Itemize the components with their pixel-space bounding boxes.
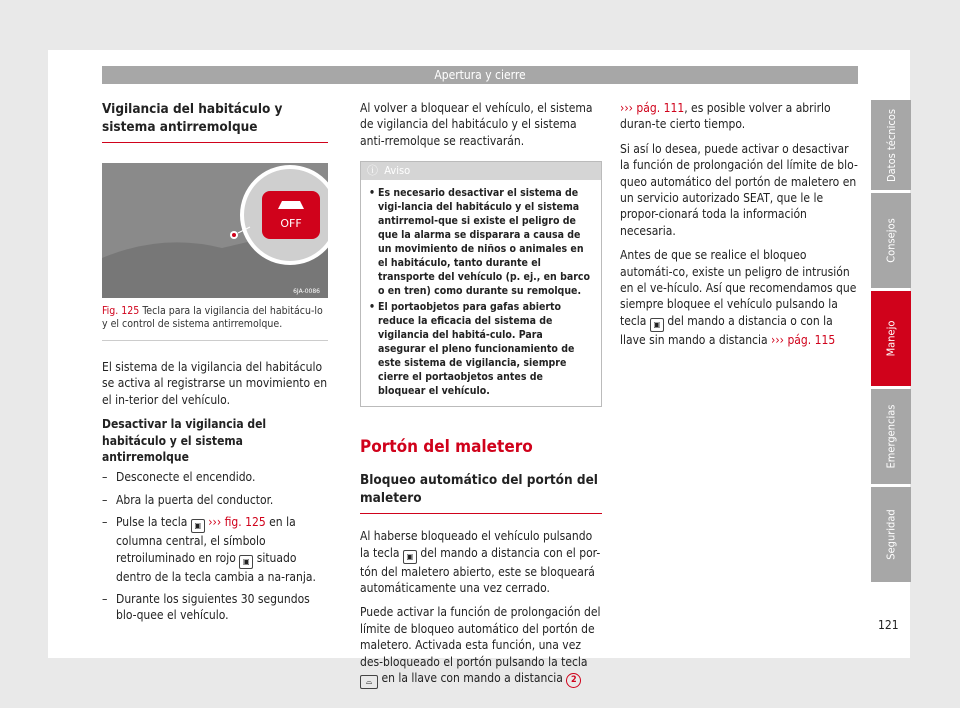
section-heading: Bloqueo automático del portón del maletero bbox=[360, 471, 602, 514]
section-heading: Vigilancia del habitáculo y sistema antirremolque bbox=[102, 100, 328, 143]
text: Antes de que se realice el bloqueo automáti-co, existe un peligro de intrusión en el ve-hículo. Así que recomendamos que siempre bloquee el vehículo pulsando la tecla bbox=[620, 248, 857, 328]
alarm-key-icon: ▣ bbox=[191, 519, 205, 533]
chapter-header: Apertura y cierre bbox=[102, 66, 858, 84]
callout-number: 2 bbox=[566, 673, 581, 688]
text: Puede activar la función de prolongación del límite de bloqueo automático del portón de maletero. Activada esta función, una vez des-bloqueado el portón pulsando la tecla bbox=[360, 605, 601, 669]
figure-caption bbox=[102, 305, 328, 341]
trunk-key-icon: ⌓ bbox=[360, 675, 378, 689]
tab-label: Emergencias bbox=[884, 404, 898, 469]
figure-label: Fig. 125 bbox=[102, 305, 140, 317]
step-text: Pulse la tecla bbox=[116, 515, 188, 530]
text: del mando a distancia o con la llave sin mando a distancia bbox=[620, 313, 833, 347]
column-right bbox=[620, 100, 860, 356]
tab-emergencias[interactable] bbox=[871, 389, 911, 484]
section-tabs bbox=[871, 100, 911, 585]
notice-item: • Es necesario desactivar el sistema de vigi-lancia del habitáculo y el sistema antirremol-que si existe el peligro de que la alarma se disparara a causa de un movimiento de niños o animales en el habitáculo, tanto durante el transporte del vehículo (p. ej., en barco o en tren) como durante su remolque. bbox=[369, 186, 593, 298]
column-left bbox=[102, 100, 328, 630]
subheading: Desactivar la vigilancia del habitáculo y el sistema antirremolque bbox=[102, 417, 267, 465]
figure-caption-text: Tecla para la vigilancia del habitácu-lo y el control de sistema antirremolque. bbox=[102, 305, 323, 330]
step: – Durante los siguientes 30 segundos blo-quee el vehículo. bbox=[102, 591, 328, 624]
button-off-text: OFF bbox=[280, 217, 302, 230]
notice-body bbox=[361, 180, 601, 406]
tab-datos-tecnicos[interactable] bbox=[871, 100, 911, 190]
tab-seguridad[interactable] bbox=[871, 487, 911, 582]
text: , es posible volver a abrirlo duran-te cierto tiempo. bbox=[620, 101, 831, 132]
paragraph bbox=[360, 604, 602, 689]
notice-item: • El portaobjetos para gafas abierto reduce la eficacia del sistema de vigilancia del habitá-culo. Para asegurar el pleno funcionamiento de este sistema de vigilancia, siempre cierre el portaobjetos antes de bloquear el vehículo. bbox=[369, 300, 593, 398]
paragraph: El sistema de la vigilancia del habitáculo se activa al registrarse un movimiento en el in-terior del vehículo. bbox=[102, 360, 328, 407]
tab-manejo[interactable] bbox=[871, 291, 911, 386]
figure-link[interactable]: fig. 125 bbox=[224, 515, 266, 530]
notice-header bbox=[361, 162, 601, 180]
paragraph bbox=[360, 528, 602, 596]
paragraph: Si así lo desea, puede activar o desactivar la función de prolongación del límite de blo-queo automático del portón de maletero en un servicio autorizado SEAT, que le le propor-cionará toda la información necesaria. bbox=[620, 141, 858, 238]
text: del mando a distancia con el por-tón del maletero abierto, este se bloqueará automáticamente una vez cerrado. bbox=[360, 545, 601, 596]
alarm-key-icon: ▣ bbox=[239, 555, 253, 569]
page-link[interactable]: pág. 111 bbox=[636, 101, 685, 115]
page-number: 121 bbox=[878, 618, 899, 632]
step: – Desconecte el encendido. bbox=[102, 469, 328, 485]
lock-key-icon: ▣ bbox=[403, 550, 417, 564]
tab-consejos[interactable] bbox=[871, 193, 911, 288]
paragraph: Al volver a bloquear el vehículo, el sistema de vigilancia del habitáculo y el sistema anti-rremolque se reactivarán. bbox=[360, 101, 593, 148]
step: – Abra la puerta del conductor. bbox=[102, 492, 328, 508]
paragraph bbox=[620, 247, 860, 348]
tab-label: Datos técnicos bbox=[884, 108, 898, 182]
tab-label: Seguridad bbox=[884, 509, 898, 560]
reference-arrow: ››› bbox=[771, 332, 785, 347]
step-text: en la columna central, el símbolo retroiluminado en rojo bbox=[116, 515, 296, 565]
tab-label: Manejo bbox=[884, 320, 898, 357]
text: Al haberse bloqueado el vehículo pulsando la tecla bbox=[360, 529, 593, 560]
notice-box bbox=[360, 161, 602, 407]
notice-title: Aviso bbox=[384, 164, 411, 178]
info-icon: ⓘ bbox=[367, 164, 378, 178]
chapter-title: Portón del maletero bbox=[360, 437, 533, 458]
step-text: situado dentro de la tecla cambia a na-ranja. bbox=[116, 550, 316, 584]
steps-list bbox=[102, 469, 328, 623]
step bbox=[102, 514, 328, 585]
figure-code: 6JA-0086 bbox=[293, 288, 320, 295]
tab-label: Consejos bbox=[884, 218, 898, 263]
text: en la llave con mando a distancia bbox=[381, 671, 563, 686]
reference-arrow: ››› bbox=[208, 515, 222, 530]
column-middle bbox=[360, 100, 602, 697]
page-link[interactable]: pág. 115 bbox=[787, 332, 836, 347]
lock-key-icon: ▣ bbox=[650, 318, 664, 332]
reference-arrow: ››› bbox=[620, 101, 633, 115]
paragraph bbox=[620, 100, 860, 133]
figure-alarm-button bbox=[102, 163, 328, 298]
figure-illustration bbox=[102, 163, 328, 298]
